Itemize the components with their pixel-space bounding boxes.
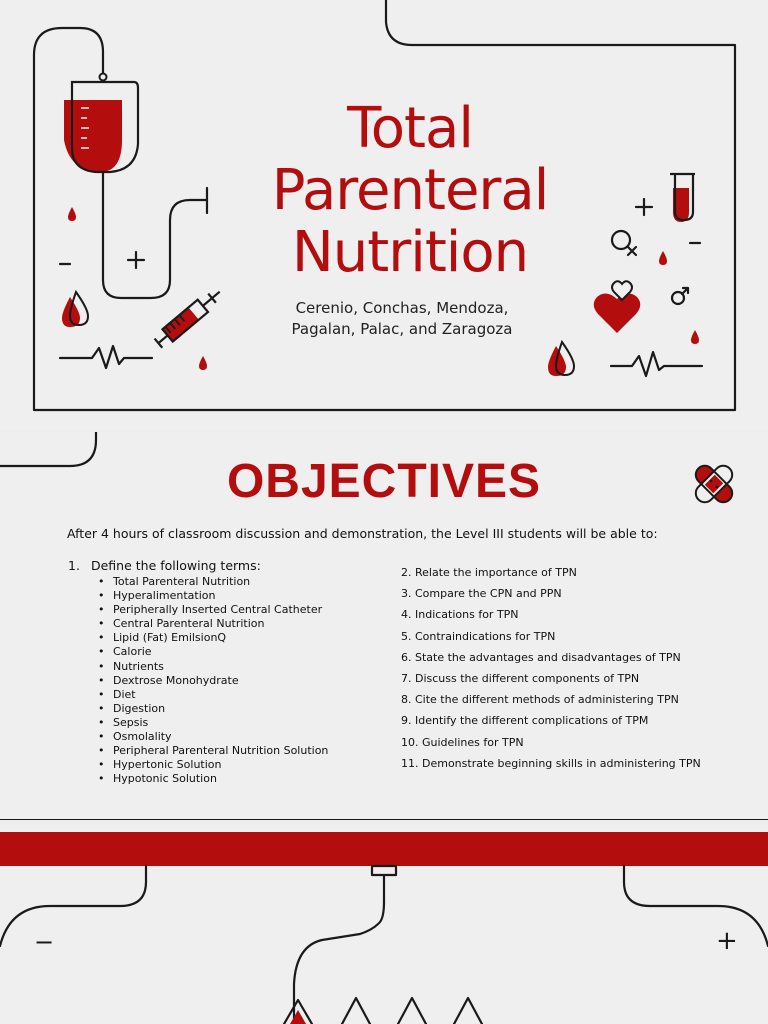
next-slide-partial xyxy=(0,824,768,1024)
objective-item: 2. Relate the importance of TPN xyxy=(401,566,577,579)
objectives-left-column xyxy=(68,558,328,786)
list-item: • Hypertonic Solution xyxy=(98,758,328,772)
objectives-heading: OBJECTIVES xyxy=(226,455,542,508)
list-item: • Calorie xyxy=(98,645,328,659)
list-item: • Diet xyxy=(98,688,328,702)
title-line: Parenteral xyxy=(271,158,549,223)
authors-line: Pagalan, Palac, and Zaragoza xyxy=(291,320,513,338)
connector-icon xyxy=(372,866,396,875)
list-item: • Digestion xyxy=(98,702,328,716)
objective-text: Define the following terms: xyxy=(90,558,261,573)
list-item: • Peripherally Inserted Central Catheter xyxy=(98,603,328,617)
list-item: • Hypotonic Solution xyxy=(98,772,328,786)
list-item: • Peripheral Parenteral Nutrition Solution xyxy=(98,744,328,758)
title-slide xyxy=(0,0,768,430)
objective-item: 8. Cite the different methods of administering TPN xyxy=(401,693,679,707)
next-slide-decoration xyxy=(0,824,768,1024)
red-banner xyxy=(0,832,768,866)
list-item: • Total Parenteral Nutrition xyxy=(98,575,328,589)
objectives-intro: After 4 hours of classroom discussion and demonstration, the Level III students will be able to: xyxy=(67,526,658,541)
male-symbol-icon xyxy=(672,288,688,304)
list-item: • Sepsis xyxy=(98,716,328,730)
objective-item: 5. Contraindications for TPN xyxy=(401,629,556,643)
title-line: Nutrition xyxy=(291,220,529,285)
objective-item: 9. Identify the different complications of TPM xyxy=(401,714,649,728)
iv-bag-icon xyxy=(64,74,138,173)
list-item: • Central Parenteral Nutrition xyxy=(98,617,328,631)
list-item: • Hyperalimentation xyxy=(98,589,328,603)
objective-item: 4. Indications for TPN xyxy=(401,608,519,622)
objectives-right-column xyxy=(401,562,701,774)
list-item: • Nutrients xyxy=(98,660,328,674)
objective-item: 7. Discuss the different components of TPN xyxy=(401,672,640,686)
heart-icon xyxy=(594,281,641,333)
terms-list xyxy=(68,575,328,786)
list-item: • Dextrose Monohydrate xyxy=(98,674,328,688)
list-item: • Osmolality xyxy=(98,730,328,744)
title-line: Total xyxy=(347,96,473,161)
plus-sign: + xyxy=(716,926,738,956)
objective-item xyxy=(68,558,328,573)
objective-item: 3. Compare the CPN and PPN xyxy=(401,587,562,601)
test-tube-icon xyxy=(670,174,695,222)
authors-line: Cerenio, Conchas, Mendoza, xyxy=(295,299,509,317)
authors xyxy=(260,298,544,340)
female-symbol-icon xyxy=(612,231,636,255)
objective-item: 11. Demonstrate beginning skills in administering TPN xyxy=(401,756,701,770)
minus-sign: − xyxy=(34,928,55,956)
objective-item: 10. Guidelines for TPN xyxy=(401,735,524,749)
list-item: • Lipid (Fat) EmilsionQ xyxy=(98,631,328,645)
objective-item: 6. State the advantages and disadvantages of TPN xyxy=(401,650,681,664)
objective-number: 1. xyxy=(68,558,80,573)
objectives-slide xyxy=(0,432,768,820)
slide-title xyxy=(228,98,592,284)
